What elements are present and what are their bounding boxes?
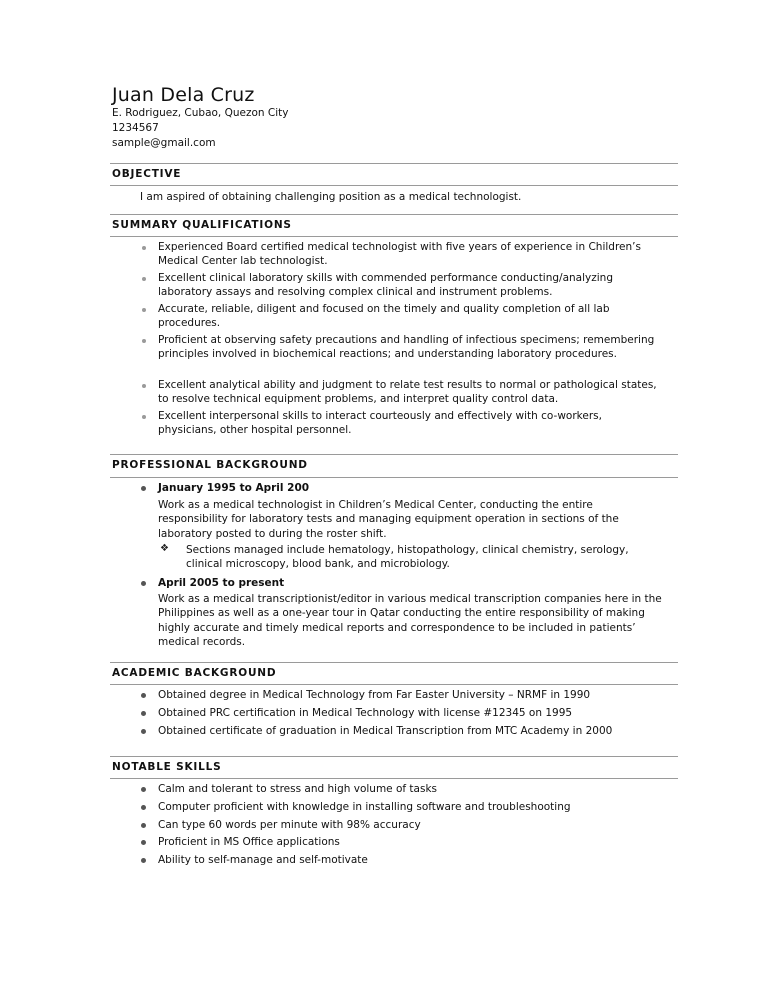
job-subitem: Sections managed include hematology, histopathology, clinical chemistry, serology, clinical microscopy, blood bank, and microbiology. [186, 544, 629, 571]
section-divider [110, 236, 678, 237]
summary-item: Excellent analytical ability and judgment to relate test results to normal or pathological states, to resolve technical equipment problems, and interpret quality control data. [158, 379, 657, 406]
skill-item: Proficient in MS Office applications [158, 836, 340, 848]
email-address: sample@gmail.com [112, 137, 216, 149]
summary-item: Excellent interpersonal skills to interact courteously and effectively with co-workers, physicians, other hospital personnel. [158, 410, 602, 437]
section-divider [110, 684, 678, 685]
bullet-icon [141, 711, 146, 716]
bullet-icon [142, 308, 146, 312]
section-divider [110, 662, 678, 663]
bullet-icon [142, 246, 146, 250]
professional-heading: PROFESSIONAL BACKGROUND [112, 459, 308, 471]
academic-item: Obtained degree in Medical Technology from Far Easter University – NRMF in 1990 [158, 689, 591, 701]
summary-item: Accurate, reliable, diligent and focused on the timely and quality completion of all lab procedures. [158, 303, 610, 330]
section-divider [110, 163, 678, 164]
bullet-icon [142, 384, 146, 388]
bullet-icon [141, 486, 146, 491]
skills-heading: NOTABLE SKILLS [112, 761, 222, 773]
section-divider [110, 477, 678, 478]
diamond-bullet-icon: ❖ [160, 543, 169, 554]
skill-item: Can type 60 words per minute with 98% accuracy [158, 819, 421, 831]
bullet-icon [142, 339, 146, 343]
skill-item: Ability to self-manage and self-motivate [158, 854, 368, 866]
academic-item: Obtained PRC certification in Medical Technology with license #12345 on 1995 [158, 707, 573, 719]
section-divider [110, 185, 678, 186]
bullet-icon [141, 729, 146, 734]
bullet-icon [141, 581, 146, 586]
phone-number: 1234567 [112, 122, 159, 134]
skill-item: Calm and tolerant to stress and high volume of tasks [158, 783, 437, 795]
bullet-icon [141, 787, 146, 792]
bullet-icon [141, 805, 146, 810]
academic-heading: ACADEMIC BACKGROUND [112, 667, 277, 679]
section-divider [110, 756, 678, 757]
job-period: January 1995 to April 200 [158, 482, 310, 494]
summary-item: Experienced Board certified medical technologist with five years of experience in Children’s Medical Center lab technologist. [158, 241, 641, 268]
section-divider [110, 214, 678, 215]
bullet-icon [141, 858, 146, 863]
section-divider [110, 778, 678, 779]
academic-item: Obtained certificate of graduation in Medical Transcription from MTC Academy in 2000 [158, 725, 613, 737]
bullet-icon [141, 823, 146, 828]
bullet-icon [142, 277, 146, 281]
objective-heading: OBJECTIVE [112, 168, 182, 180]
bullet-icon [141, 693, 146, 698]
applicant-name: Juan Dela Cruz [112, 84, 255, 106]
section-divider [110, 454, 678, 455]
objective-text: I am aspired of obtaining challenging position as a medical technologist. [140, 191, 522, 203]
address: E. Rodriguez, Cubao, Quezon City [112, 107, 289, 119]
skill-item: Computer proficient with knowledge in installing software and troubleshooting [158, 801, 571, 813]
job-description: Work as a medical transcriptionist/editor in various medical transcription companies here in the Philippines as well as a one-year tour in Qatar conducting the entire responsibility of making highly accurate and timely medical reports and correspondence to be included in patients’ medical records. [158, 593, 662, 648]
job-period: April 2005 to present [158, 577, 285, 589]
summary-heading: SUMMARY QUALIFICATIONS [112, 219, 292, 231]
summary-item: Proficient at observing safety precautions and handling of infectious specimens; remembering principles involved in biochemical reactions; and understanding laboratory procedures. [158, 334, 655, 361]
job-description: Work as a medical technologist in Children’s Medical Center, conducting the entire responsibility for laboratory tests and managing equipment operation in sections of the laboratory posted to during the roster shift. [158, 499, 619, 540]
bullet-icon [141, 840, 146, 845]
summary-item: Excellent clinical laboratory skills with commended performance conducting/analyzing laboratory assays and resolving complex clinical and instrument problems. [158, 272, 613, 299]
bullet-icon [142, 415, 146, 419]
